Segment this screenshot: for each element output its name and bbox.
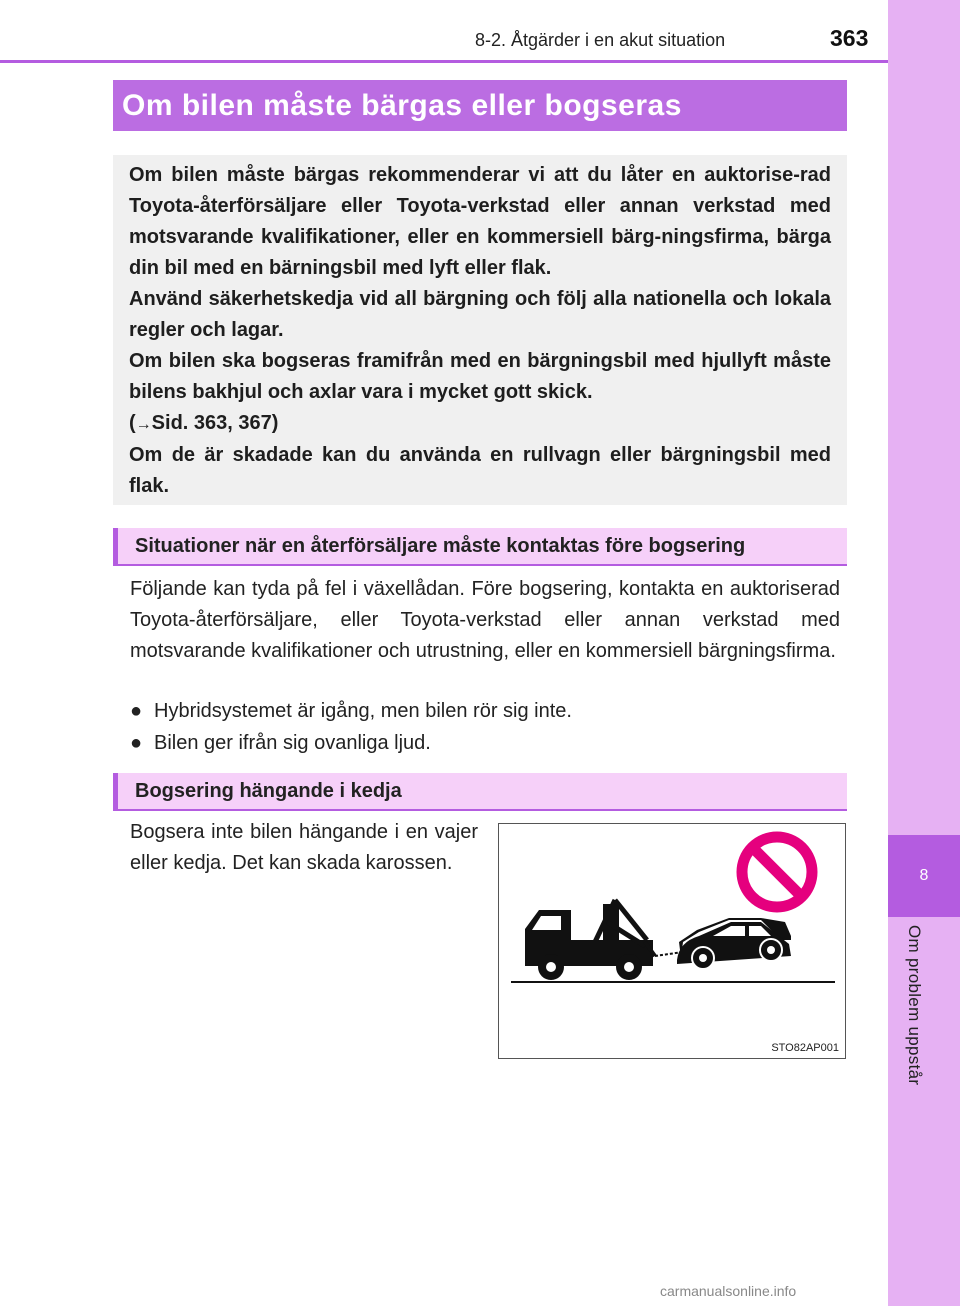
intro-paragraph-5: Om de är skadade kan du använda en rullvagn eller bärgningsbil med flak. <box>129 444 831 497</box>
bullet-text: Hybridsystemet är igång, men bilen rör sig inte. <box>154 700 572 722</box>
bullet-dot-icon: ● <box>130 700 143 722</box>
section-title: Om bilen måste bärgas eller bogseras <box>113 80 847 131</box>
tow-truck-icon <box>525 900 655 980</box>
figure-code: STO82AP001 <box>771 1042 839 1054</box>
prohibition-icon <box>742 837 812 907</box>
watermark[interactable]: carmanualsonline.info <box>660 1283 797 1299</box>
chain-section-heading: Bogsering hängande i kedja <box>113 773 847 811</box>
intro-box <box>113 155 847 505</box>
bullet-item <box>130 729 431 757</box>
bullet-item <box>130 697 572 725</box>
dealer-section-heading: Situationer när en återförsäljare måste kontaktas före bogsering <box>113 528 847 566</box>
arrow-right-icon: → <box>135 416 152 433</box>
header-rule <box>0 60 888 63</box>
intro-paragraph-1: Om bilen måste bärgas rekommenderar vi att du låter en auktorise-rad Toyota-återförsäljare eller Toyota-verkstad eller annan verkstad med motsvarande kvalifikationer, eller en kommersiell bärg-ningsfirma, bärga din bil med en bärningsbil med lyft eller flak. <box>129 164 831 279</box>
bullet-dot-icon: ● <box>130 732 143 754</box>
bullet-text: Bilen ger ifrån sig ovanliga ljud. <box>154 732 431 754</box>
chain-section-body: Bogsera inte bilen hängande i en vajer eller kedja. Det kan skada karossen. <box>130 821 478 874</box>
intro-page-reference[interactable] <box>129 408 831 440</box>
chapter-title: Om problem uppstår <box>905 925 924 1086</box>
tow-truck-drawing <box>499 824 845 1058</box>
ref-open-paren: ( <box>129 412 136 434</box>
dealer-section-body: Följande kan tyda på fel i växellådan. Före bogsering, kontakta en auktoriserad Toyota-återförsäljare, eller Toyota-verkstad eller annan verkstad med motsvarande kvalifikationer och utrustning, eller en kommersiell bärgningsfirma. <box>130 578 840 662</box>
running-head: 8-2. Åtgärder i en akut situation <box>475 30 726 50</box>
chapter-number-tab: 8 <box>888 835 960 917</box>
ref-pages: Sid. 363, 367) <box>151 412 279 434</box>
page-number: 363 <box>830 25 869 51</box>
intro-paragraph-3: Om bilen ska bogseras framifrån med en bärgningsbil med hjullyft måste bilens bakhjul och axlar vara i mycket gott skick. <box>129 350 831 403</box>
towed-car-icon <box>677 918 791 969</box>
intro-paragraph-2: Använd säkerhetskedja vid all bärgning och följ alla nationella och lokala regler och lagar. <box>129 288 831 341</box>
tow-chain-illustration <box>498 823 846 1059</box>
